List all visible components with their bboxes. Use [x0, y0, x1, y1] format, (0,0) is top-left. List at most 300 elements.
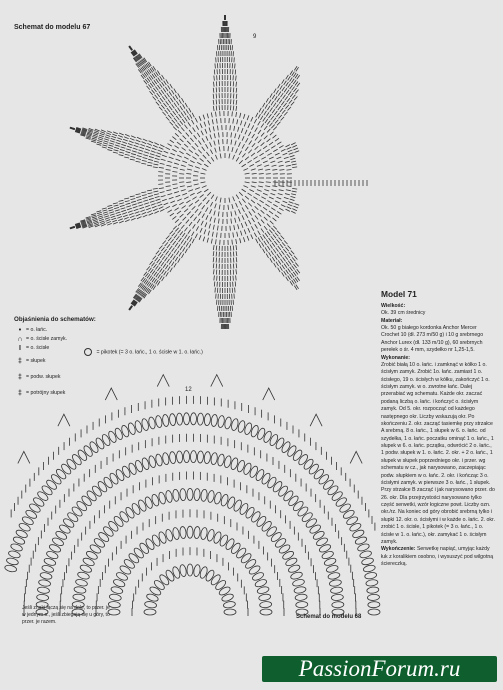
stitch-mark	[148, 193, 153, 194]
stitch-mark	[206, 200, 209, 204]
stitch-mark	[185, 235, 188, 239]
stitch-mark	[101, 130, 106, 132]
stitch-mark	[93, 134, 98, 136]
stitch-mark	[187, 169, 192, 170]
shell-mark	[127, 462, 137, 475]
stitch-mark	[236, 251, 237, 256]
stitch-mark	[168, 100, 171, 104]
stitch-mark	[236, 245, 237, 250]
shell-mark	[224, 416, 232, 429]
stitch-mark	[270, 258, 272, 262]
stitch-mark	[176, 236, 179, 240]
stitch-mark	[270, 193, 275, 195]
stitch-mark	[125, 152, 130, 153]
stitch-mark	[174, 89, 176, 93]
stitch-mark	[158, 274, 161, 278]
stitch-mark	[210, 135, 212, 140]
stitch-mark	[255, 193, 259, 195]
shell-mark	[219, 534, 230, 547]
stitch-mark	[279, 165, 284, 166]
stitch-mark	[142, 195, 147, 196]
round-number-9: 9	[253, 34, 257, 40]
stitch-mark	[236, 100, 237, 105]
stitch-mark	[105, 137, 110, 139]
stitch-mark	[139, 147, 144, 149]
stitch-mark	[207, 160, 211, 164]
stitch-mark	[275, 96, 278, 100]
stitch-mark	[292, 164, 297, 165]
stitch-mark	[183, 136, 187, 140]
shell-mark	[37, 586, 50, 594]
stitch-mark	[170, 239, 173, 243]
finish-label: Wykończenie:	[381, 546, 416, 553]
stitch-mark	[263, 146, 267, 149]
stitch-mark	[243, 114, 244, 119]
shell-mark	[45, 479, 58, 491]
shell-mark	[368, 609, 380, 615]
stitch-mark	[215, 148, 217, 153]
stitch-mark	[268, 238, 271, 242]
shell-mark	[223, 601, 236, 609]
stitch-mark	[152, 271, 155, 275]
shell-mark	[218, 585, 231, 596]
stitch-mark	[175, 95, 178, 99]
stitch-mark	[133, 148, 138, 150]
stitch-mark	[265, 247, 267, 251]
stitch-mark	[269, 142, 273, 145]
shell-mark	[85, 489, 97, 502]
stitch-mark	[197, 162, 201, 164]
stitch-mark	[173, 226, 177, 230]
stitch-mark	[214, 275, 215, 280]
shell-mark	[262, 430, 273, 443]
shell-mark	[151, 534, 162, 547]
stitch-mark	[269, 100, 272, 104]
stitch-mark	[252, 218, 255, 222]
stitch-mark	[271, 228, 274, 232]
stitch-mark	[167, 161, 172, 162]
stitch-mark	[159, 84, 162, 88]
shell-mark	[210, 452, 218, 465]
stitch-mark	[131, 136, 136, 138]
stitch-mark	[150, 91, 153, 95]
stitch-mark	[154, 80, 157, 84]
stitch-mark	[273, 249, 276, 253]
shell-mark	[85, 550, 98, 561]
stitch-mark	[246, 138, 249, 142]
stitch-mark	[291, 143, 295, 145]
stitch-mark	[282, 242, 285, 246]
stitch-mark	[143, 215, 148, 217]
shell-mark	[89, 543, 102, 554]
stitch-mark	[137, 156, 142, 157]
stitch-mark	[297, 75, 300, 79]
stitch-mark	[178, 130, 182, 134]
stitch-mark	[187, 236, 190, 240]
stitch-mark	[187, 141, 191, 144]
stitch-mark	[273, 234, 276, 238]
stitch-mark	[271, 116, 274, 120]
stitch-mark	[159, 147, 164, 149]
stitch-mark	[147, 86, 150, 90]
chart-model-67	[70, 15, 367, 329]
stitch-mark	[187, 186, 192, 187]
stitch-mark	[136, 194, 141, 195]
stitch-mark	[148, 84, 151, 88]
stitch-mark	[249, 164, 254, 166]
stitch-mark	[197, 133, 200, 137]
stitch-mark	[240, 231, 241, 236]
stitch-mark	[259, 244, 261, 248]
shell-mark	[305, 517, 318, 529]
stitch-mark	[150, 261, 153, 265]
stitch-mark	[267, 106, 270, 110]
stitch-mark	[264, 241, 267, 245]
shell-mark	[259, 601, 272, 608]
stitch-mark	[272, 257, 275, 261]
stitch-mark	[282, 79, 285, 83]
stitch-mark	[230, 226, 231, 231]
stitch-mark	[251, 200, 255, 203]
stitch-mark	[213, 263, 214, 268]
stitch-mark	[175, 257, 178, 261]
stitch-mark	[172, 216, 176, 219]
shell-mark	[94, 437, 105, 450]
stitch-mark	[269, 211, 273, 214]
stitch-mark	[107, 131, 112, 133]
stitch-mark	[93, 221, 98, 223]
stitch-mark	[162, 256, 165, 260]
stitch-mark	[149, 141, 153, 143]
triple-treble-symbol: ‡	[18, 389, 22, 397]
legend-item: I = o. ścisłe	[14, 344, 244, 353]
stitch-mark	[236, 76, 237, 81]
stitch-mark	[233, 196, 235, 201]
stitch-mark	[272, 109, 275, 113]
shell-mark	[335, 496, 348, 508]
stitch-mark	[284, 88, 287, 92]
stitch-mark	[104, 141, 109, 142]
stitch-mark	[114, 147, 119, 148]
legend-item: • = o. łańc.	[14, 326, 244, 335]
shell-mark	[342, 509, 355, 520]
stitch-mark	[174, 118, 177, 122]
stitch-mark	[215, 155, 217, 160]
stitch-mark	[231, 211, 232, 216]
shell-mark	[169, 451, 176, 464]
legend-item: ‡ = podw. słupek	[14, 369, 244, 385]
stitch-mark	[165, 87, 168, 91]
shell-mark	[127, 552, 140, 565]
stitch-mark	[241, 223, 243, 228]
stitch-mark	[199, 116, 201, 121]
stitch-mark	[160, 145, 164, 147]
stitch-mark	[239, 192, 243, 196]
stitch-mark	[213, 257, 214, 262]
stitch-mark	[119, 203, 124, 204]
stitch-mark	[92, 218, 97, 219]
stitch-mark	[153, 209, 158, 211]
shell-mark	[176, 413, 183, 425]
stitch-mark	[170, 213, 174, 216]
point-mark	[18, 451, 30, 463]
stitch-mark	[286, 190, 291, 191]
chain-symbol: •	[18, 327, 22, 335]
shell-mark	[123, 558, 136, 570]
stitch-mark	[285, 247, 288, 251]
stitch-mark	[231, 132, 232, 137]
legend-item: ‡ = potrójny słupek	[14, 385, 244, 401]
stitch-mark	[168, 210, 172, 213]
stitch-mark	[251, 226, 253, 230]
stitch-mark	[161, 195, 166, 196]
stitch-mark	[210, 209, 212, 214]
stitch-mark	[236, 82, 237, 87]
stitch-mark	[173, 96, 176, 100]
stitch-mark	[190, 138, 193, 142]
stitch-mark	[278, 92, 281, 96]
shell-mark	[230, 542, 242, 555]
stitch-mark	[287, 98, 290, 102]
picot-icon	[84, 348, 92, 356]
stitch-mark	[132, 151, 137, 152]
stitch-mark	[264, 190, 269, 191]
stitch-mark	[138, 150, 143, 152]
treble-symbol: ‡	[18, 373, 22, 381]
stitch-mark	[153, 167, 158, 168]
stitch-mark	[281, 205, 286, 207]
stitch-mark	[200, 195, 204, 198]
stitch-mark	[292, 209, 297, 211]
stitch-mark	[206, 136, 208, 141]
shell-mark	[197, 451, 204, 463]
stitch-mark	[199, 235, 201, 240]
shell-mark	[107, 430, 118, 443]
stitch-mark	[259, 108, 261, 112]
material-label: Materiał:	[381, 317, 403, 324]
stitch-mark	[184, 197, 188, 199]
stitch-mark	[114, 150, 119, 151]
stitch-mark	[275, 201, 280, 203]
stitch-mark	[160, 209, 164, 211]
shell-mark	[296, 505, 309, 517]
legend-heading: Objaśnienia do schematów:	[14, 316, 96, 323]
stitch-mark	[286, 82, 289, 86]
stitch-mark	[279, 252, 282, 256]
stitch-mark	[174, 249, 177, 253]
stitch-mark	[261, 220, 264, 224]
shell-mark	[91, 485, 103, 498]
shell-mark	[260, 609, 272, 615]
stitch-mark	[137, 217, 142, 219]
stitch-mark	[288, 91, 291, 95]
single-crochet-symbol: I	[19, 345, 21, 353]
stitch-mark	[295, 74, 298, 78]
stitch-mark	[157, 281, 160, 285]
stitch-mark	[246, 214, 249, 218]
stitch-mark	[289, 100, 292, 104]
stitch-mark	[273, 226, 277, 230]
stitch-mark	[179, 151, 183, 154]
shell-mark	[361, 557, 374, 566]
stitch-mark	[242, 189, 246, 192]
stitch-mark	[115, 145, 120, 146]
stitch-mark	[168, 85, 171, 89]
stitch-mark	[170, 98, 173, 102]
stitch-mark	[213, 269, 214, 274]
stitch-mark	[102, 145, 107, 146]
stitch-mark	[292, 86, 295, 90]
stitch-mark	[268, 114, 271, 118]
stitch-mark	[117, 217, 122, 219]
shell-mark	[211, 414, 219, 427]
stitch-mark	[204, 122, 206, 127]
stitch-mark	[284, 81, 287, 85]
stitch-mark	[186, 153, 190, 156]
stitch-mark	[209, 224, 211, 229]
stitch-mark	[263, 235, 266, 239]
point-mark	[310, 414, 322, 426]
stitch-mark	[138, 202, 143, 203]
shell-mark	[331, 490, 344, 502]
stitch-mark	[263, 103, 265, 107]
stitch-mark	[188, 122, 191, 126]
stitch-mark	[289, 202, 294, 204]
stitch-mark	[126, 149, 131, 150]
stitch-mark	[247, 236, 249, 241]
stitch-mark	[104, 214, 109, 215]
shell-mark	[121, 465, 132, 478]
stitch-mark	[258, 222, 261, 226]
stitch-mark	[285, 161, 290, 162]
shell-mark	[235, 547, 248, 560]
slip-stitch-symbol: ∩	[17, 336, 23, 344]
stitch-mark	[153, 191, 158, 192]
stitch-mark	[220, 153, 221, 158]
stitch-mark	[113, 132, 118, 134]
stitch-mark	[166, 236, 169, 240]
shell-mark	[363, 564, 376, 573]
stitch-mark	[287, 170, 292, 171]
shell-mark	[51, 536, 64, 547]
stitch-mark	[172, 184, 177, 185]
stitch-mark	[167, 193, 172, 194]
stitch-mark	[159, 245, 162, 249]
stitch-mark	[111, 218, 116, 220]
stitch-mark	[200, 228, 202, 233]
stitch-mark	[107, 150, 112, 151]
shell-mark	[38, 579, 51, 587]
stitch-mark	[188, 230, 191, 234]
stitch-mark	[271, 236, 274, 240]
stitch-mark	[150, 83, 153, 87]
shell-mark	[137, 499, 148, 512]
shell-mark	[308, 463, 321, 476]
stitch-mark	[94, 132, 99, 134]
stitch-mark	[272, 169, 277, 170]
stitch-mark	[155, 266, 158, 270]
stitch-mark	[258, 231, 261, 235]
shell-mark	[238, 502, 249, 515]
stitch-mark	[248, 123, 250, 128]
stitch-mark	[273, 127, 277, 131]
stitch-mark	[139, 207, 144, 209]
stitch-mark	[94, 131, 99, 133]
shell-mark	[274, 537, 287, 549]
shell-mark	[48, 543, 61, 553]
shell-mark	[41, 484, 54, 496]
stitch-mark	[273, 118, 276, 122]
stitch-mark	[269, 157, 274, 159]
stitch-mark	[175, 208, 179, 211]
stitch-mark	[170, 113, 173, 117]
stitch-mark	[207, 192, 211, 196]
stitch-mark	[210, 202, 212, 206]
stitch-mark	[129, 141, 134, 143]
stitch-mark	[278, 161, 283, 162]
stitch-mark	[197, 191, 201, 193]
stitch-mark	[234, 126, 235, 131]
stitch-mark	[170, 140, 174, 143]
stitch-mark	[265, 204, 269, 207]
stitch-mark	[164, 81, 167, 85]
stitch-mark	[166, 79, 169, 83]
stitch-mark	[196, 226, 198, 230]
stitch-mark	[162, 82, 165, 86]
stitch-mark	[215, 112, 216, 117]
stitch-mark	[202, 147, 205, 151]
stitch-mark	[242, 207, 245, 211]
shell-mark	[102, 476, 114, 489]
stitch-mark	[279, 145, 283, 147]
shell-mark	[338, 502, 351, 514]
stitch-mark	[290, 77, 293, 81]
stitch-mark	[161, 247, 164, 251]
stitch-mark	[279, 190, 284, 191]
stitch-mark	[289, 153, 294, 155]
stitch-mark	[187, 212, 191, 215]
stitch-mark	[272, 135, 276, 138]
stitch-mark	[276, 239, 279, 243]
stitch-mark	[134, 145, 139, 147]
stitch-mark	[231, 140, 232, 145]
stitch-mark	[126, 206, 131, 207]
stitch-mark	[193, 224, 196, 228]
shell-mark	[187, 564, 193, 576]
stitch-mark	[139, 291, 142, 295]
stitch-mark	[265, 104, 267, 108]
schema-67-title: Schemat do modelu 67	[14, 24, 91, 31]
stitch-mark	[282, 265, 285, 269]
stitch-mark	[125, 201, 130, 202]
stitch-mark	[162, 277, 165, 281]
stitch-mark	[99, 137, 104, 139]
shell-mark	[296, 601, 308, 608]
stitch-mark	[248, 150, 251, 154]
shell-mark	[204, 413, 211, 426]
stitch-mark	[261, 242, 263, 246]
stitch-mark	[144, 152, 149, 154]
stitch-mark	[158, 100, 161, 104]
stitch-mark	[172, 104, 175, 108]
stitch-mark	[156, 79, 159, 83]
shell-mark	[144, 496, 154, 509]
stitch-mark	[153, 164, 158, 165]
stitch-mark	[162, 155, 167, 157]
stitch-mark	[279, 115, 282, 119]
legend-item: ∩ = o. ścisłe zamyk.	[14, 335, 244, 344]
shell-mark	[256, 427, 266, 440]
